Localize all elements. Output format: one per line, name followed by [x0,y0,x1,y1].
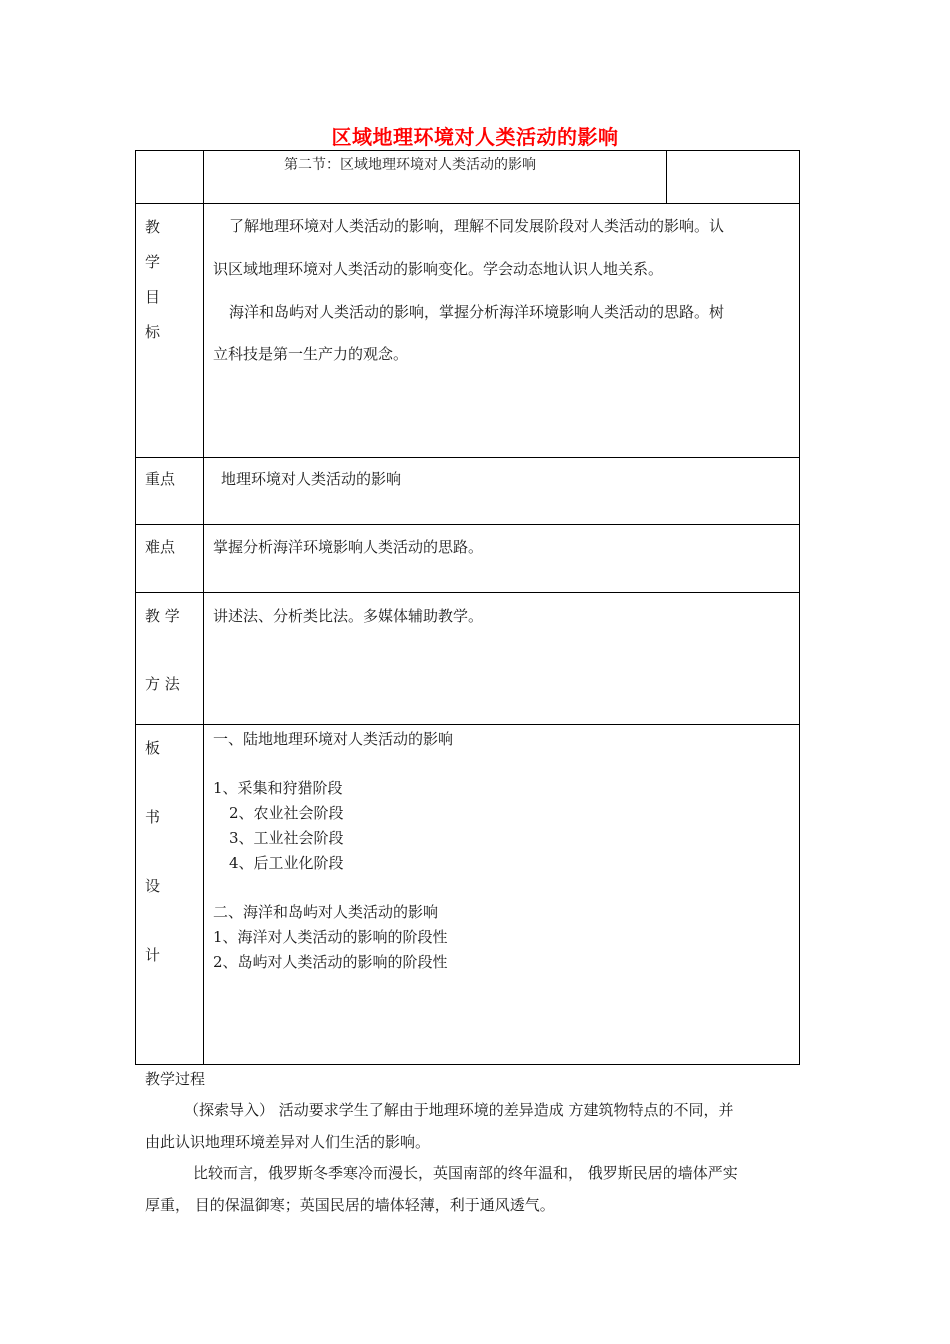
table-row-divider [135,592,800,593]
objectives-label-char: 目 [145,288,161,306]
table-column-divider [203,150,204,1065]
objectives-label-char: 教 [145,218,161,236]
method-text: 讲述法、分析类比法。多媒体辅助教学。 [213,607,484,625]
board-line: 3、工业社会阶段 [229,829,344,847]
board-line: 一、陆地地理环境对人类活动的影响 [213,730,454,748]
board-line: 2、农业社会阶段 [229,804,344,822]
table-row-divider [135,724,800,725]
table-border-top [135,150,800,151]
board-line: 二、海洋和岛屿对人类活动的影响 [213,903,439,921]
key-point-text: 地理环境对人类活动的影响 [221,470,402,488]
table-row-divider [135,524,800,525]
process-heading: 教学过程 [145,1070,206,1088]
board-line: 1、采集和狩猎阶段 [213,779,343,797]
board-line: 4、后工业化阶段 [229,854,344,872]
process-line: 比较而言，俄罗斯冬季寒冷而漫长，英国南部的终年温和， 俄罗斯民居的墙体严实 [193,1164,738,1182]
board-label-char: 计 [145,946,161,964]
board-line: 2、岛屿对人类活动的影响的阶段性 [213,953,448,971]
table-row-divider [135,203,800,204]
table-row-divider [135,457,800,458]
table-border-right [799,150,800,1065]
board-line: 1、海洋对人类活动的影响的阶段性 [213,928,448,946]
process-line: 厚重， 目的保温御寒；英国民居的墙体轻薄，利于通风透气。 [145,1196,555,1214]
key-point-label: 重点 [145,470,176,488]
objectives-line: 立科技是第一生产力的观念。 [213,345,409,363]
objectives-label-char: 学 [145,253,161,271]
table-border-bottom [135,1064,800,1065]
table-border-left [135,150,136,1065]
document-title: 区域地理环境对人类活动的影响 [331,125,619,149]
objectives-label-char: 标 [145,323,161,341]
process-line: （探索导入） 活动要求学生了解由于地理环境的差异造成 方建筑物特点的不同，并 [184,1101,734,1119]
objectives-line: 了解地理环境对人类活动的影响，理解不同发展阶段对人类活动的影响。认 [229,217,725,235]
board-label-char: 板 [145,739,161,757]
method-label: 方 法 [145,675,180,693]
board-label-char: 设 [145,877,161,895]
section-heading: 第二节：区域地理环境对人类活动的影响 [284,157,536,173]
difficulty-label: 难点 [145,538,176,556]
process-line: 由此认识地理环境差异对人们生活的影响。 [145,1133,431,1151]
table-header-divider [666,150,667,204]
method-label: 教 学 [145,607,180,625]
board-label-char: 书 [145,808,161,826]
objectives-line: 识区域地理环境对人类活动的影响变化。学会动态地认识人地关系。 [213,260,664,278]
objectives-line: 海洋和岛屿对人类活动的影响，掌握分析海洋环境影响人类活动的思路。树 [229,303,725,321]
difficulty-text: 掌握分析海洋环境影响人类活动的思路。 [213,538,484,556]
